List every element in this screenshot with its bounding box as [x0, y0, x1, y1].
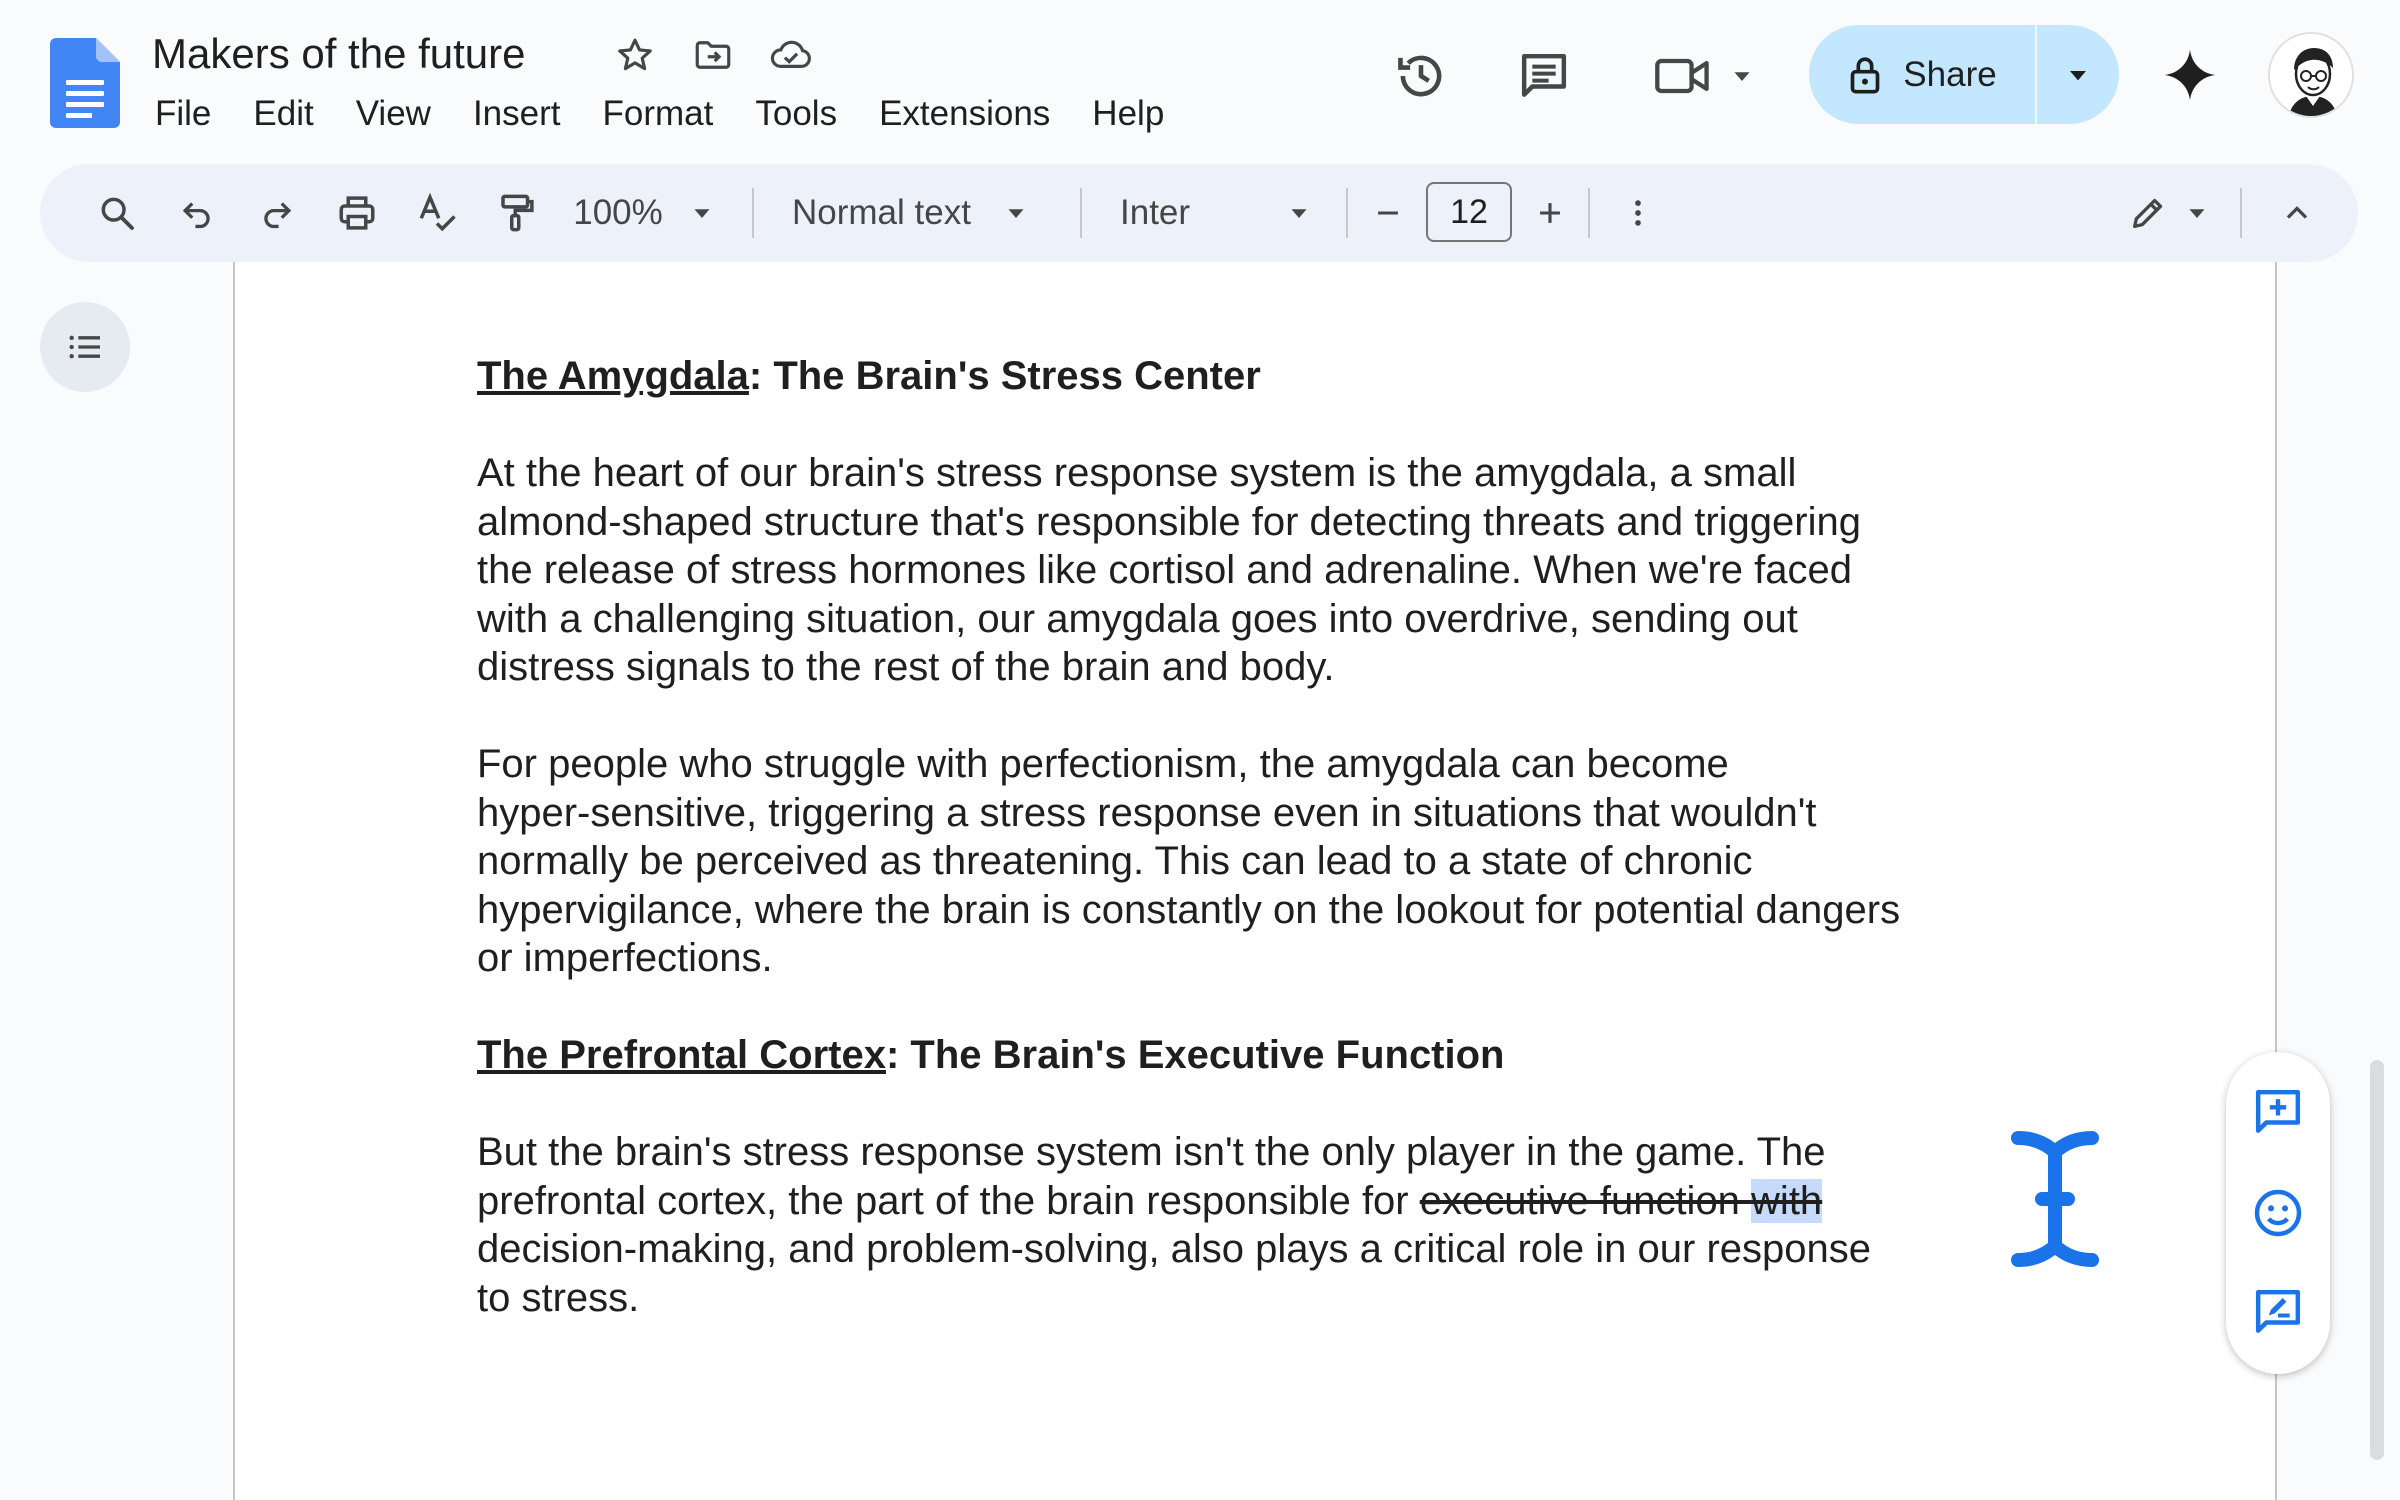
paragraph-line: hyper-sensitive, triggering a stress response even in situations that wouldn't: [477, 790, 1817, 835]
text-cursor-icon: [2010, 1130, 2100, 1268]
menu-tools[interactable]: Tools: [755, 94, 838, 133]
share-button[interactable]: [1809, 25, 2035, 124]
document-body[interactable]: [477, 352, 2097, 1322]
selected-text[interactable]: with: [1751, 1178, 1823, 1223]
zoom-value: 100%: [573, 193, 663, 232]
gemini-button[interactable]: [2150, 40, 2230, 110]
search-menus-button[interactable]: [82, 164, 152, 262]
paragraph-line: normally be perceived as threatening. This can lead to a state of chronic: [477, 839, 1753, 883]
document-page[interactable]: [233, 262, 2277, 1500]
search-icon: [97, 193, 137, 233]
paragraph-line: hypervigilance, where the brain is constantly on the lookout for potential dangers: [477, 887, 1901, 932]
paragraph-line: almond-shaped structure that's responsible for detecting threats and triggering: [477, 499, 1861, 544]
meet-button[interactable]: [1650, 44, 1760, 108]
suggest-edits-button[interactable]: [2248, 1282, 2308, 1342]
add-comment-button[interactable]: [2248, 1082, 2308, 1142]
menu-bar: [140, 92, 1185, 136]
chevron-down-icon: [2182, 198, 2212, 228]
outline-list-icon: [65, 327, 105, 367]
comments-button[interactable]: [1508, 44, 1580, 108]
paint-format-button[interactable]: [482, 164, 552, 262]
paragraph-line: decision-making, and problem-solving, also plays a critical role in our response: [477, 1227, 1872, 1271]
paragraph-line: with a challenging situation, our amygdala goes into overdrive, sending out: [477, 596, 1798, 641]
avatar[interactable]: [2268, 32, 2354, 118]
font-family-select[interactable]: [1108, 164, 1358, 262]
chevron-up-icon: [2279, 195, 2315, 231]
move-to-folder-icon[interactable]: [688, 30, 738, 80]
lock-icon: [1847, 55, 1883, 95]
cloud-saved-icon[interactable]: [766, 30, 816, 80]
menu-view[interactable]: View: [355, 94, 431, 133]
paragraph-line: At the heart of our brain's stress response system is the amygdala, a small: [477, 451, 1797, 495]
chevron-down-icon: [687, 198, 717, 228]
chevron-down-icon: [2062, 59, 2094, 91]
side-action-panel: [2226, 1052, 2330, 1374]
paragraph-line: But the brain's stress response system isn't the only player in the game. The: [477, 1130, 1826, 1174]
paragraph-line: the release of stress hormones like cortisol and adrenaline. When we're faced: [477, 548, 1853, 592]
emoji-reaction-icon: [2250, 1185, 2306, 1241]
print-icon: [336, 192, 378, 234]
menu-insert[interactable]: Insert: [472, 94, 561, 133]
toolbar-divider: [1346, 188, 1348, 238]
toolbar-divider: [1080, 188, 1082, 238]
meet-icon: [1653, 51, 1713, 101]
comments-icon: [1516, 48, 1572, 104]
text-span: prefrontal cortex, the part of the brain responsible for: [477, 1178, 1420, 1223]
decrease-font-size-button[interactable]: [1358, 164, 1418, 262]
chevron-down-icon: [1727, 61, 1757, 91]
paragraph-line: For people who struggle with perfectionism, the amygdala can become: [477, 742, 1729, 786]
menu-help[interactable]: Help: [1092, 94, 1165, 133]
redo-button[interactable]: [242, 164, 312, 262]
increase-font-size-button[interactable]: [1520, 164, 1580, 262]
formatting-toolbar: [40, 164, 2358, 262]
heading-link: The Amygdala: [477, 354, 749, 398]
document-outline-button[interactable]: [40, 302, 130, 392]
version-history-button[interactable]: [1385, 44, 1457, 108]
more-vert-icon: [1621, 196, 1655, 230]
gemini-icon: [2161, 46, 2219, 104]
toolbar-divider: [752, 188, 754, 238]
chevron-down-icon: [1284, 198, 1314, 228]
pencil-icon: [2128, 193, 2168, 233]
paragraph-line: or imperfections.: [477, 936, 773, 980]
heading-prefrontal-cortex: [477, 1031, 2097, 1080]
star-icon[interactable]: [610, 30, 660, 80]
menu-format[interactable]: Format: [602, 94, 714, 133]
undo-icon: [178, 194, 216, 232]
print-button[interactable]: [322, 164, 392, 262]
strikethrough-text: executive function: [1419, 1178, 1752, 1223]
font-size-input[interactable]: 12: [1426, 182, 1512, 242]
docs-logo[interactable]: [50, 38, 120, 128]
add-emoji-reaction-button[interactable]: [2248, 1183, 2308, 1243]
paint-format-icon: [496, 192, 538, 234]
undo-button[interactable]: [162, 164, 232, 262]
toolbar-divider: [2240, 188, 2242, 238]
share-button-group: [1809, 25, 2119, 124]
spellcheck-icon: [416, 192, 458, 234]
paragraph-line: [477, 1177, 2097, 1226]
heading-text: : The Brain's Stress Center: [748, 354, 1261, 398]
minus-icon: [1371, 196, 1405, 230]
plus-icon: [1533, 196, 1567, 230]
spelling-check-button[interactable]: [402, 164, 472, 262]
more-options-button[interactable]: [1608, 164, 1668, 262]
menu-edit[interactable]: Edit: [253, 94, 314, 133]
hide-menus-button[interactable]: [2262, 164, 2332, 262]
chevron-down-icon: [1001, 198, 1031, 228]
paragraph-line: to stress.: [477, 1275, 640, 1320]
paragraph-line: distress signals to the rest of the brain and body.: [477, 645, 1335, 689]
share-options-button[interactable]: [2037, 25, 2119, 124]
toolbar-divider: [1588, 188, 1590, 238]
suggest-edit-icon: [2250, 1284, 2306, 1340]
document-title[interactable]: Makers of the future: [152, 30, 526, 77]
heading-link: The Prefrontal Cortex: [477, 1033, 886, 1077]
heading-text: : The Brain's Executive Function: [885, 1033, 1505, 1077]
redo-icon: [258, 194, 296, 232]
menu-file[interactable]: File: [155, 94, 212, 133]
share-divider: [2035, 25, 2037, 124]
share-label: Share: [1903, 54, 1997, 94]
zoom-select[interactable]: [570, 164, 720, 262]
add-comment-icon: [2250, 1084, 2306, 1140]
heading-amygdala: [477, 352, 2097, 401]
menu-extensions[interactable]: Extensions: [879, 94, 1051, 133]
editing-mode-button[interactable]: [2080, 164, 2260, 262]
paragraph-style-select[interactable]: [780, 164, 1080, 262]
history-icon: [1392, 47, 1450, 105]
font-family-value: Inter: [1120, 193, 1191, 232]
vertical-scrollbar[interactable]: [2370, 1060, 2384, 1460]
paragraph-style-value: Normal text: [792, 193, 971, 232]
